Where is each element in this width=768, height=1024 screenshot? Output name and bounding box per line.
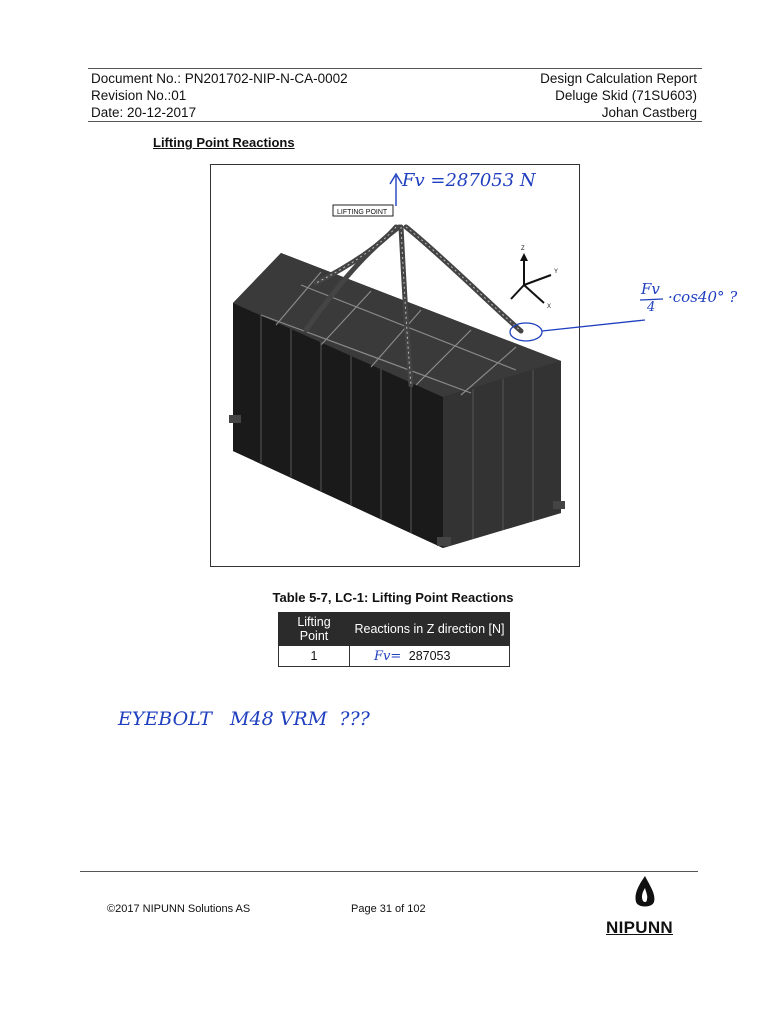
report-title: Design Calculation Report bbox=[540, 71, 697, 86]
handwritten-leader-line bbox=[510, 320, 645, 341]
handwritten-arrow bbox=[390, 174, 402, 206]
revision-number: Revision No.:01 bbox=[91, 88, 187, 103]
cell-reaction bbox=[350, 646, 510, 667]
footer-copyright: ©2017 NIPUNN Solutions AS bbox=[107, 903, 251, 915]
table-caption: Table 5-7, LC-1: Lifting Point Reactions bbox=[272, 590, 514, 605]
project-subtitle: Deluge Skid (71SU603) bbox=[555, 88, 697, 103]
cell-lifting-point: 1 bbox=[279, 646, 350, 667]
project-name: Johan Castberg bbox=[601, 105, 697, 120]
nipunn-flame-icon bbox=[630, 874, 660, 910]
table-header-row bbox=[279, 613, 510, 646]
footer-page-number: Page 31 of 102 bbox=[351, 903, 426, 915]
section-title: Lifting Point Reactions bbox=[153, 135, 295, 150]
document-number: Document No.: PN201702-NIP-N-CA-0002 bbox=[91, 71, 348, 86]
handwritten-cos-note: ·cos40° ? bbox=[668, 288, 738, 306]
reactions-table bbox=[278, 612, 510, 667]
axis-x-label: X bbox=[547, 304, 552, 310]
column-header-lifting-point: Lifting Point bbox=[279, 613, 350, 646]
handwritten-eyebolt-note: EYEBOLT M48 VRM ??? bbox=[118, 708, 370, 730]
document-date: Date: 20-12-2017 bbox=[91, 105, 197, 120]
axis-z-label: Z bbox=[521, 246, 525, 252]
handwritten-fraction-numerator: Fv bbox=[641, 280, 660, 298]
column-header-reactions: Reactions in Z direction [N] bbox=[350, 613, 510, 646]
handwritten-fraction-denominator: 4 bbox=[647, 300, 656, 315]
axis-y-label: Y bbox=[554, 269, 559, 275]
reaction-value: 287053 bbox=[408, 648, 451, 663]
table-row bbox=[279, 646, 510, 667]
handwritten-fv-total: Fv =287053 N bbox=[402, 170, 536, 191]
nipunn-logo-text: NIPUNN bbox=[606, 918, 673, 937]
handwritten-fv-prefix: Fv= bbox=[374, 648, 402, 664]
lifting-point-label: LIFTING POINT bbox=[337, 209, 388, 216]
footer-rule bbox=[80, 871, 698, 872]
